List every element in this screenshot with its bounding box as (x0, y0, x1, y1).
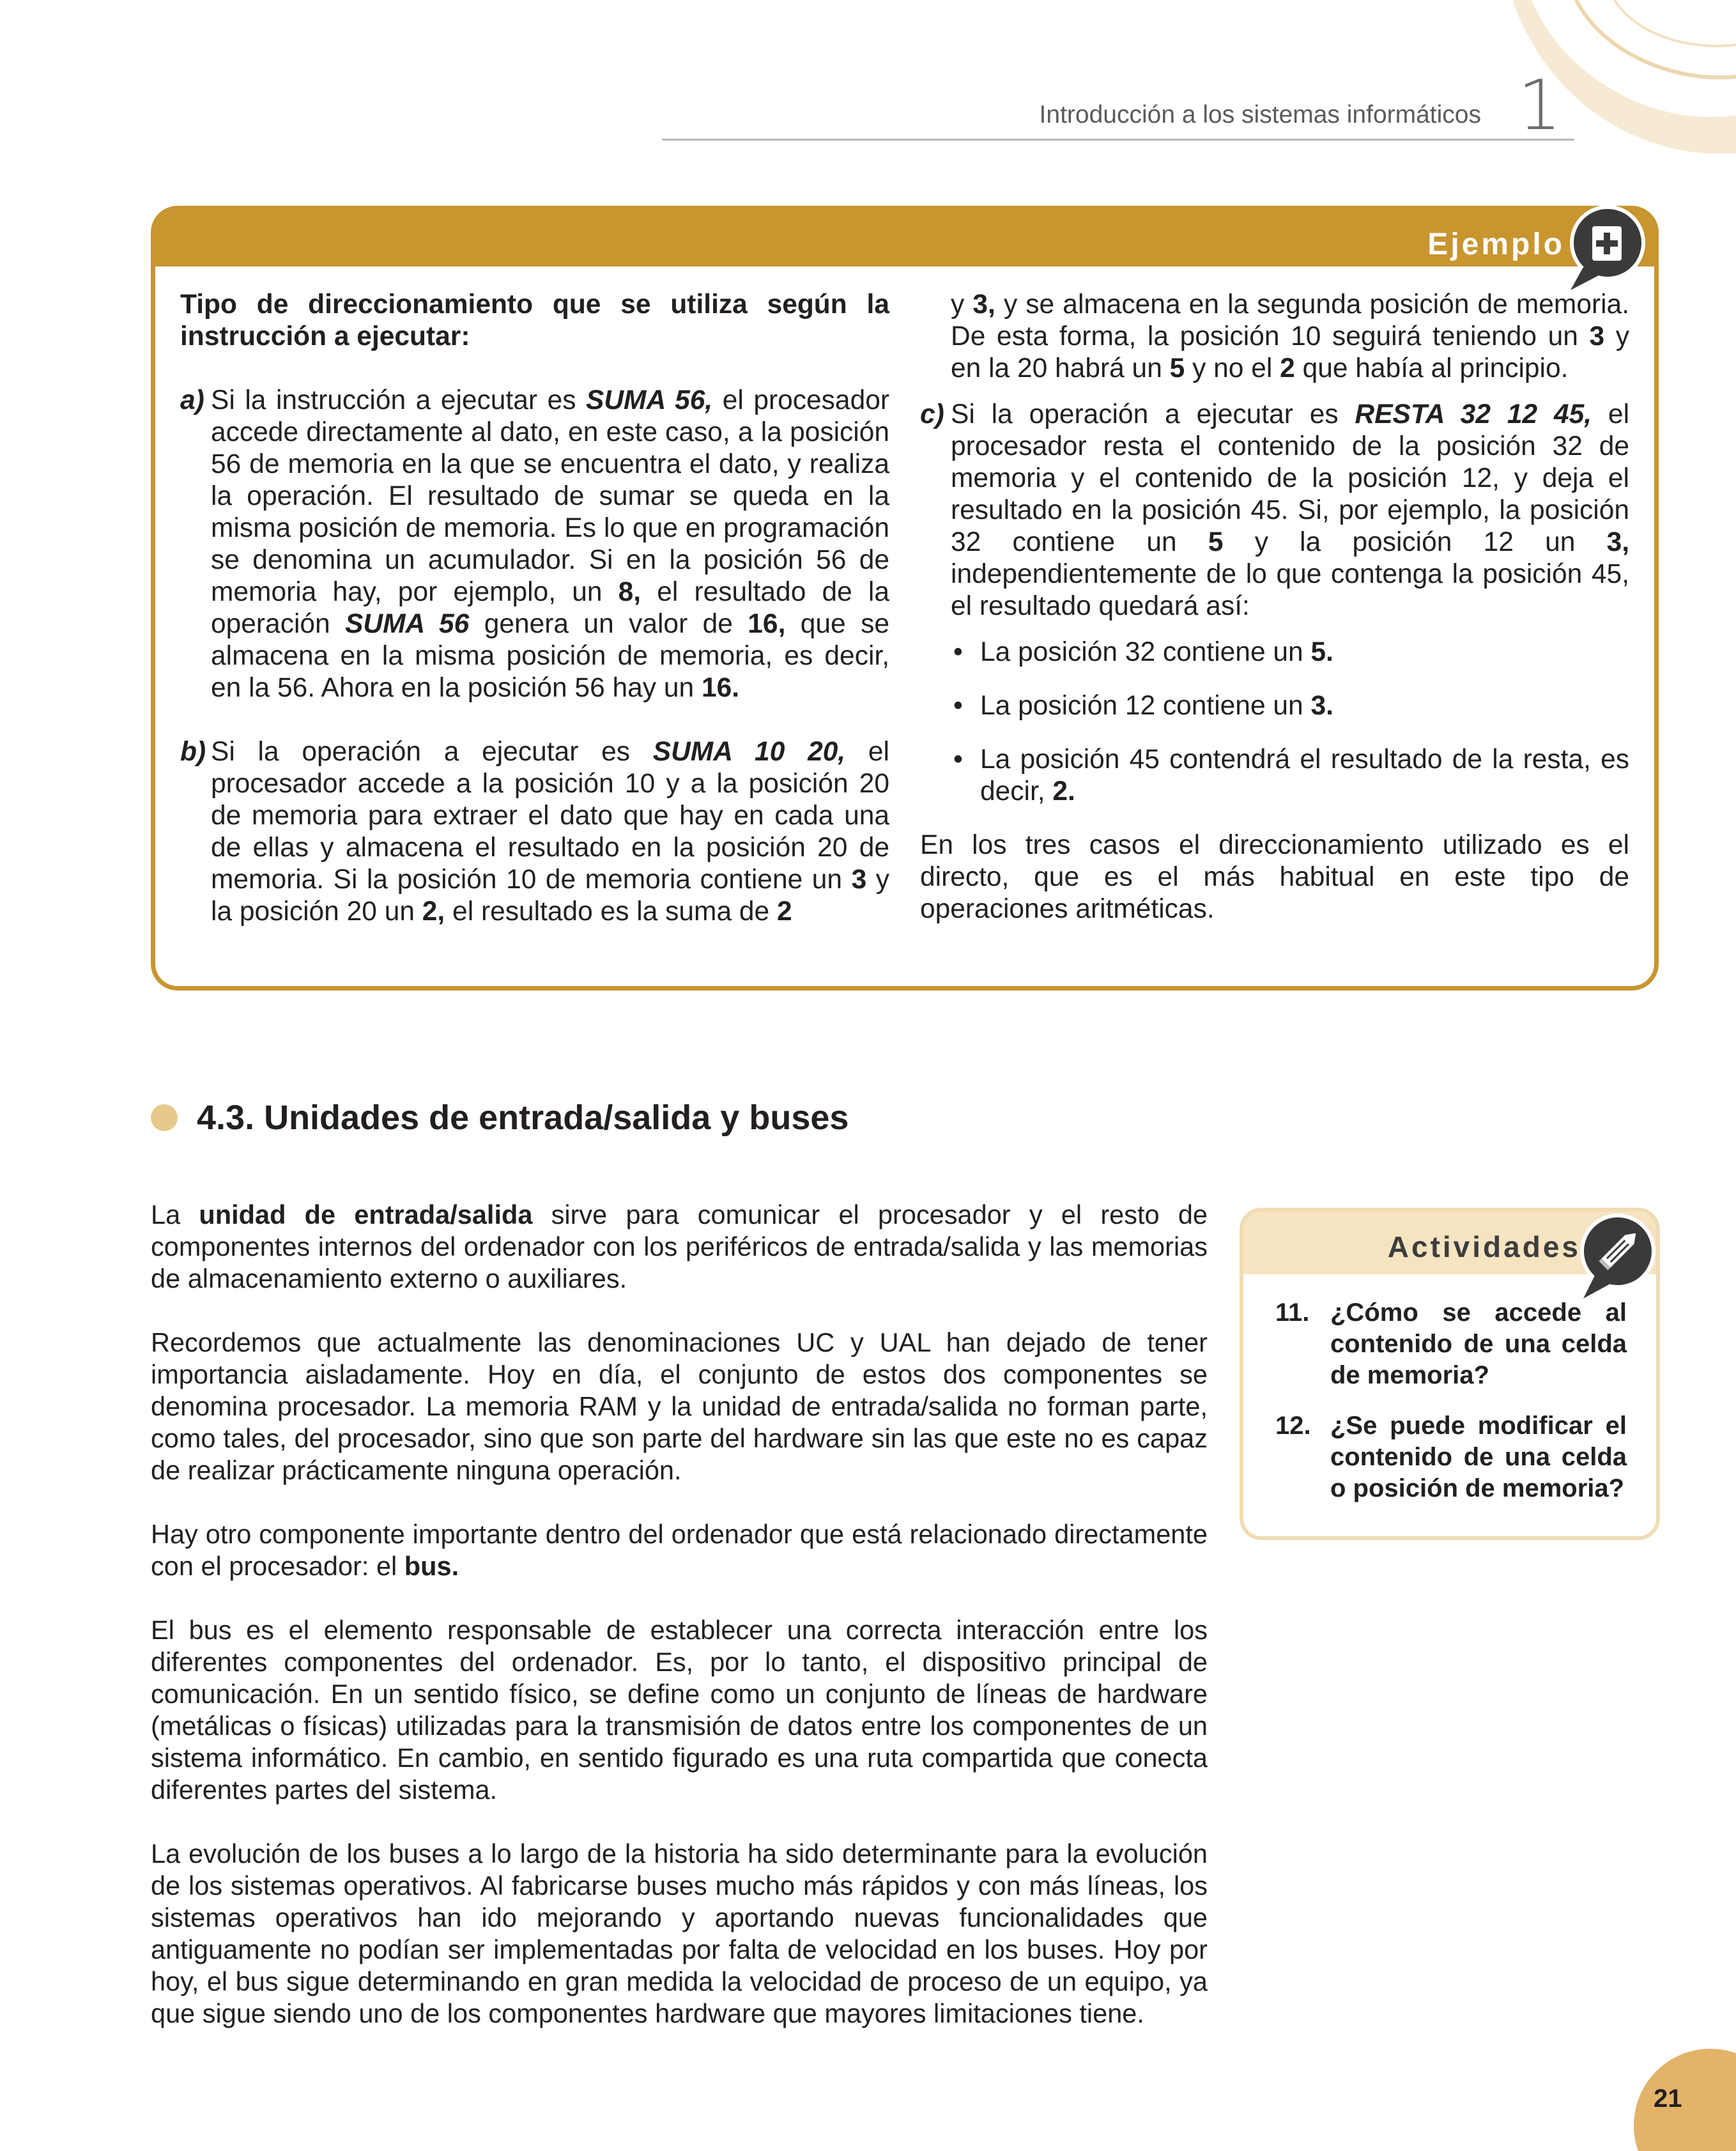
ejemplo-item-c (920, 399, 1629, 622)
value: 5 (1208, 527, 1224, 557)
term: bus. (404, 1551, 459, 1581)
text: que se almacena en la misma posición de memoria, es decir, en la 56. Ahora en la posición 56 hay un (211, 609, 889, 703)
body-text (151, 1199, 1208, 2062)
text: y en la 20 habrá un (951, 321, 1630, 383)
list-item (951, 690, 1629, 722)
ejemplo-item-b-continued (920, 289, 1629, 385)
text: La posición 45 contendrá el resultado de la resta, es decir, (980, 744, 1629, 806)
term: unidad de entrada/salida (199, 1199, 533, 1230)
text: Si la instrucción a ejecutar es (211, 385, 587, 415)
text: y no el (1185, 353, 1280, 383)
section-bullet-icon (151, 1104, 178, 1131)
value: 8, (618, 577, 641, 607)
actividad-item (1275, 1410, 1627, 1504)
text: y se almacena en la segunda posición de memoria. De esta forma, la posición 10 seguirá teniendo un (951, 289, 1629, 351)
value: 5 (1169, 353, 1185, 383)
paragraph (151, 1518, 1208, 1582)
instruction: SUMA 56, (586, 385, 713, 415)
value: 2. (1052, 776, 1075, 806)
ejemplo-left-column (180, 289, 889, 960)
plus-document-icon (1564, 203, 1647, 293)
value: 16. (701, 673, 740, 703)
value: 2, (422, 897, 445, 927)
value: 3. (1310, 691, 1333, 721)
list-item (951, 636, 1629, 668)
page-number: 21 (1654, 2085, 1682, 2113)
value: 5. (1310, 637, 1333, 667)
text: el procesador accede a la posición 10 y a la posición 20 de memoria para extraer el dato que hay en cada una de ellas y almacena el resultado en la posición 20 de memoria. Si la posición 10 de memoria contiene un (211, 737, 889, 895)
ejemplo-item-b (180, 736, 889, 928)
text: y (951, 289, 973, 320)
actividades-list (1275, 1297, 1627, 1523)
corner-decoration (1634, 2049, 1736, 2151)
value: 2 (1280, 353, 1295, 383)
text: La (151, 1199, 199, 1230)
paragraph: Recordemos que actualmente las denominaciones UC y UAL han dejado de tener importancia aisladamente. Hoy en día, el conjunto de estos dos componentes se denomina procesador. La memoria RAM y la unidad de entrada/salida no forman parte, como tales, del procesador, sino que son parte del hardware sin las que este no es capaz de realizar prácticamente ninguna operación. (151, 1327, 1208, 1485)
text: el procesador accede directamente al dato, en este caso, a la posición 56 de memoria en la que se encuentra el dato, y realiza la operación. El resultado de sumar se queda en la misma posición de memoria. Es lo que en programación se denomina un acumulador. Si en la posición 56 de memoria hay, por ejemplo, un (211, 385, 889, 607)
actividad-text: ¿Se puede modificar el contenido de una celda o posición de memoria? (1330, 1412, 1627, 1502)
text: La posición 32 contiene un (980, 637, 1311, 667)
running-header (662, 66, 1574, 146)
text: Si la operación a ejecutar es (211, 737, 653, 767)
item-letter: b) (180, 737, 206, 767)
paragraph: El bus es el elemento responsable de establecer una correcta interacción entre los diferentes componentes del ordenador. Es, por lo tanto, el dispositivo principal de comunicación. En un sentido físico, se define como un conjunto de líneas de hardware (metálicas o físicas) utilizadas para la transmisión de datos entre los componentes de un sistema informático. En cambio, en sentido figurado es una ruta compartida que conecta diferentes partes del sistema. (151, 1615, 1208, 1805)
item-letter: c) (920, 399, 944, 429)
ejemplo-intro: Tipo de direccionamiento que se utiliza según la instrucción a ejecutar: (180, 289, 889, 351)
ejemplo-right-column (920, 289, 1629, 957)
text: sirve para comunicar el procesador y el resto de componentes internos del ordenador con los periféricos de entrada/salida y las memorias de almacenamiento externo o auxiliares. (151, 1199, 1208, 1293)
text: La posición 12 contiene un (980, 691, 1311, 721)
value: 3, (972, 289, 995, 320)
text: el resultado es la suma de (445, 897, 777, 927)
section-heading (151, 1098, 849, 1137)
value: 3, (1606, 527, 1630, 557)
ejemplo-header-bar (155, 210, 1654, 266)
text: independientemente de lo que contenga la posición 45, el resultado quedará así: (951, 559, 1629, 621)
actividad-item (1275, 1297, 1627, 1391)
ejemplo-conclusion: En los tres casos el direccionamiento utilizado es el directo, que es el más habitual en este tipo de operaciones aritméticas. (920, 830, 1629, 924)
value: 2 (776, 897, 792, 927)
instruction: SUMA 10 20, (652, 737, 846, 767)
pencil-icon (1576, 1212, 1659, 1301)
text: y la posición 12 un (1223, 527, 1607, 557)
list-item (951, 744, 1629, 808)
ejemplo-item-a (180, 385, 889, 704)
ejemplo-bullet-list (920, 636, 1629, 808)
section-title: 4.3. Unidades de entrada/salida y buses (197, 1099, 849, 1137)
value: 3 (1589, 321, 1605, 351)
instruction: SUMA 56 (345, 609, 470, 639)
paragraph: La evolución de los buses a lo largo de la historia ha sido determinante para la evolución de los sistemas operativos. Al fabricarse buses mucho más rápidos y con más líneas, los sistemas operativos han ido mejorando y aportando nuevas funcionalidades que antiguamente no podían ser implementadas por falta de velocidad en los buses. Hoy por hoy, el bus sigue determinando en gran medida la velocidad de proceso de un equipo, ya que sigue siendo uno de los componentes hardware que mayores limitaciones tiene. (151, 1839, 1208, 2028)
actividades-label: Actividades (1387, 1230, 1581, 1263)
paragraph (151, 1199, 1208, 1295)
text: el procesador resta el contenido de la posición 32 de memoria y el contenido de la posición 12, y deja el resultado en la posición 45. Si, por ejemplo, la posición 32 contiene un (951, 399, 1630, 557)
running-title: Introducción a los sistemas informáticos (1039, 101, 1481, 128)
item-letter: a) (180, 385, 204, 415)
text: genera un valor de (469, 609, 748, 639)
text: y la posición 20 un (211, 865, 890, 927)
value: 16, (748, 609, 786, 639)
instruction: RESTA 32 12 45, (1355, 399, 1592, 429)
text: Hay otro componente importante dentro del ordenador que está relacionado directamente con el procesador: el (151, 1519, 1208, 1581)
text: Si la operación a ejecutar es (951, 399, 1355, 429)
ejemplo-label: Ejemplo (1427, 227, 1565, 261)
text: que había al principio. (1294, 353, 1569, 383)
actividad-number: 11. (1275, 1299, 1310, 1327)
actividad-text: ¿Cómo se accede al contenido de una celda de memoria? (1330, 1299, 1627, 1389)
chapter-number: 1 (1517, 66, 1562, 146)
value: 3 (851, 865, 867, 895)
actividad-number: 12. (1275, 1412, 1311, 1440)
text: el resultado de la operación (211, 577, 890, 639)
